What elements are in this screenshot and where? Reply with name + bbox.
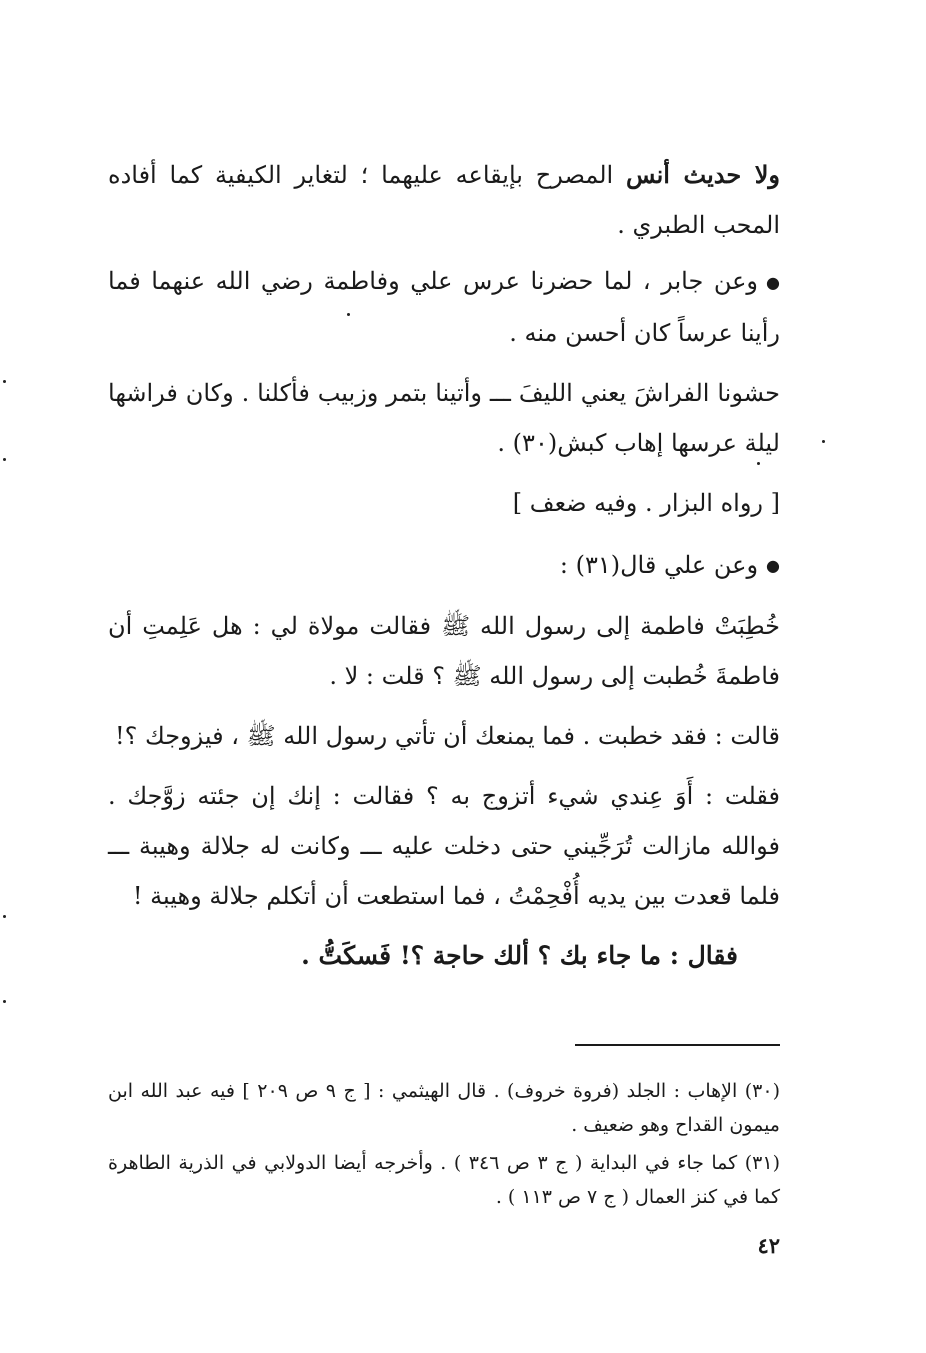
footnotes xyxy=(108,1074,780,1218)
page-body xyxy=(108,150,780,981)
paragraph-proposal xyxy=(108,601,780,701)
scan-speck xyxy=(757,462,760,465)
scan-speck xyxy=(3,915,6,918)
paragraph-anas-lead: ولا حديث أنس xyxy=(626,160,780,189)
page-number: ٤٢ xyxy=(757,1233,780,1258)
paragraph-mattress-text: حشونا الفراشَ يعني الليفَ ـــ وأتينا بتمر وزبيب فأكلنا . وكان فراشها ليلة عرسها إهاب كبش(٣٠) . xyxy=(108,378,780,457)
footnote-31: (٣١) كما جاء في البداية ( ج ٣ ص ٣٤٦ ) . وأخرجه أيضا الدولابي في الذرية الطاهرة كما في كنز العمال ( ج ٧ ص ١١٣ ) . xyxy=(108,1152,780,1208)
paragraph-jabir xyxy=(108,256,780,358)
paragraph-anas xyxy=(108,150,780,250)
paragraph-ali xyxy=(108,540,780,592)
paragraph-jabir-text: وعن جابر ، لما حضرنا عرس علي وفاطمة رضي الله عنهما فما رأينا عرساً كان أحسن منه . xyxy=(108,267,780,347)
paragraph-proposal-text: خُطِبَتْ فاطمة إلى رسول الله ﷺ فقالت مولاة لي : هل عَلِمتِ أن فاطمةَ خُطبت إلى رسول الله ﷺ ؟ قلت : لا . xyxy=(108,612,780,690)
source-note xyxy=(108,478,780,528)
footnote-30: (٣٠) الإهاب : الجلد (فروة خروف) . قال الهيثمي : [ ج ٩ ص ٢٠٩ ] فيه عبد الله ابن ميمون القداح وهو ضعيف . xyxy=(108,1080,780,1136)
paragraph-she-said-text: قالت : فقد خطبت . فما يمنعك أن تأتي رسول الله ﷺ ، فيزوجك ؟! xyxy=(114,722,780,750)
paragraph-i-said xyxy=(108,771,780,921)
bullet-icon: ● xyxy=(766,272,780,292)
scan-speck xyxy=(3,380,6,383)
paragraph-i-said-text: فقلت : أَوَ عِندي شيء أتزوج به ؟ فقالت : إنك إن جئته زوَّجك . فوالله مازالت تُرَجِّيني حتى دخلت عليه ـــ وكانت له جلالة وهيبة ـــ فلما قعدت بين يديه أُفْحِمْتُ ، فما استطعت أن أتكلم جلالة وهيبة ! xyxy=(108,782,780,910)
bullet-icon: ● xyxy=(766,556,780,575)
paragraph-he-said xyxy=(108,931,780,981)
scan-speck xyxy=(3,1000,6,1003)
paragraph-he-said-text: فقال : ما جاء بك ؟ ألك حاجة ؟! فَسكَتُّ . xyxy=(301,941,738,970)
paragraph-she-said xyxy=(108,711,780,761)
scan-speck xyxy=(347,313,350,316)
source-note-text: [ رواه البزار . وفيه ضعف ] xyxy=(512,488,780,517)
scan-speck xyxy=(822,440,825,443)
paragraph-mattress xyxy=(108,368,780,468)
paragraph-ali-text: وعن علي قال(٣١) : xyxy=(559,550,759,579)
paragraph-anas-text: المصرح بإيقاعه عليهما ؛ لتغاير الكيفية كما أفاده المحب الطبري . xyxy=(108,161,780,239)
scan-speck xyxy=(3,458,6,461)
footnote-divider xyxy=(575,1044,780,1046)
